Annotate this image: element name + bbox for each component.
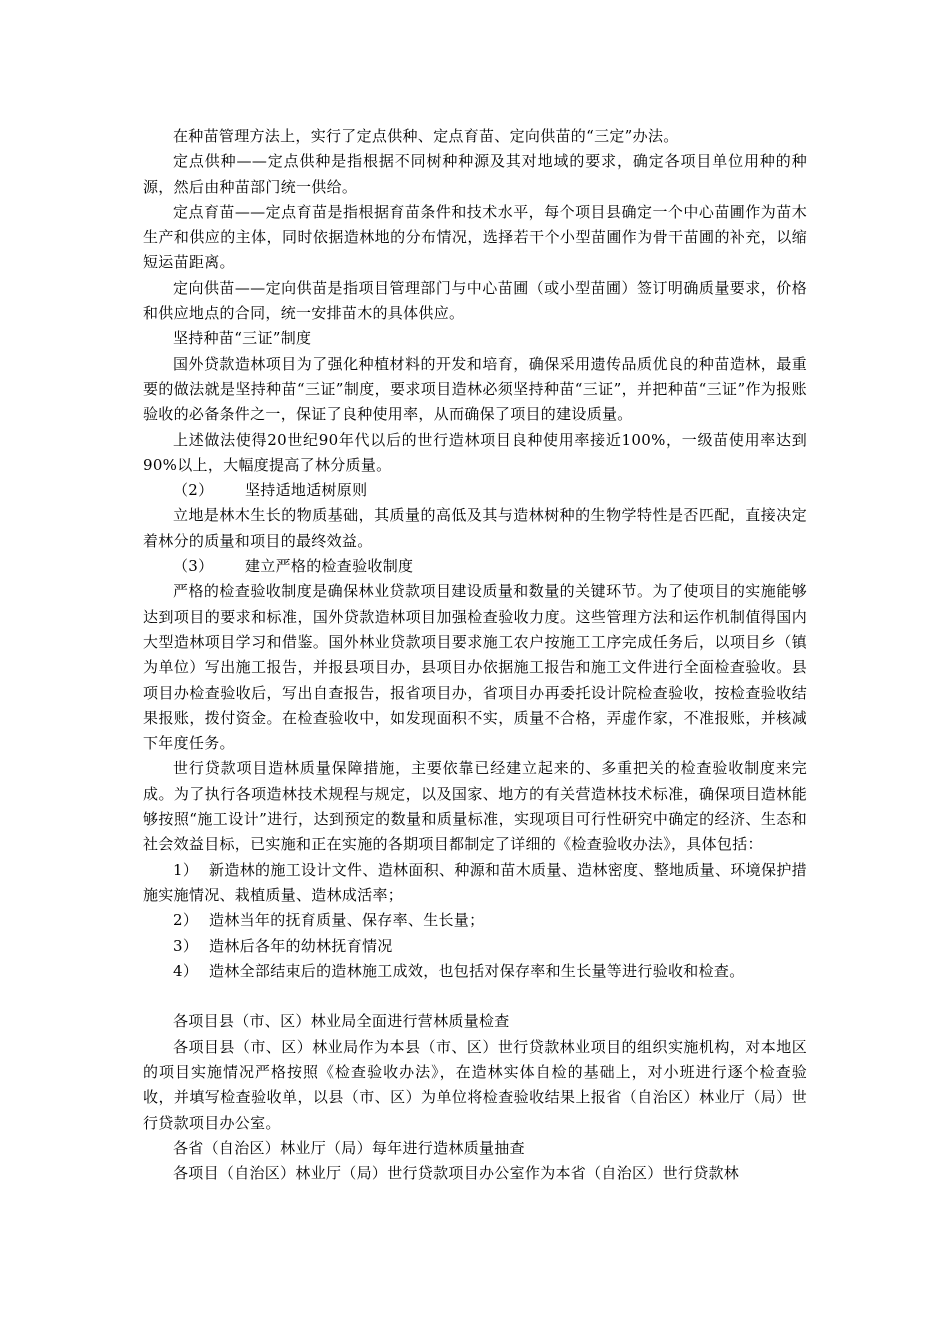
list-number: 1） bbox=[173, 860, 199, 879]
list-item bbox=[143, 908, 807, 933]
section-heading: 各项目县（市、区）林业局全面进行营林质量检查 bbox=[173, 1012, 510, 1031]
heading-number: （2） bbox=[173, 481, 214, 500]
body-paragraph: 上述做法使得20世纪90年代以后的世行造林项目良种使用率接近100%，一级苗使用率达到90%以上，大幅度提高了林分质量。 bbox=[143, 430, 807, 474]
body-paragraph: 立地是林木生长的物质基础，其质量的高低及其与造林树种的生物学特性是否匹配，直接决定着林分的质量和项目的最终效益。 bbox=[143, 506, 807, 550]
list-number: 2） bbox=[173, 911, 199, 930]
body-paragraph: 定点育苗——定点育苗是指根据育苗条件和技术水平，每个项目县确定一个中心苗圃作为苗木生产和供应的主体，同时依据造林地的分布情况，选择若干个小型苗圃作为骨干苗圃的补充，以缩短运苗距离。 bbox=[143, 202, 807, 272]
heading-text: 坚持适地适树原则 bbox=[245, 481, 368, 500]
document-body bbox=[143, 124, 807, 1186]
list-item bbox=[143, 959, 807, 984]
heading-number: （3） bbox=[173, 557, 214, 576]
list-text: 新造林的施工设计文件、造林面积、种源和苗木质量、造林密度、整地质量、环境保护措施实施情况、栽植质量、造林成活率； bbox=[143, 860, 807, 904]
list-number: 3） bbox=[173, 936, 199, 955]
body-paragraph: 定向供苗——定向供苗是指项目管理部门与中心苗圃（或小型苗圃）签订明确质量要求，价格和供应地点的合同，统一安排苗木的具体供应。 bbox=[143, 278, 807, 323]
list-text: 造林全部结束后的造林施工成效，也包括对保存率和生长量等进行验收和检查。 bbox=[209, 961, 745, 980]
numbered-heading-2 bbox=[143, 478, 807, 503]
section-heading: 各省（自治区）林业厅（局）每年进行造林质量抽查 bbox=[173, 1138, 525, 1157]
list-text: 造林当年的抚育质量、保存率、生长量； bbox=[209, 911, 485, 930]
numbered-heading-3 bbox=[143, 554, 807, 579]
blank-line bbox=[143, 984, 807, 1009]
list-item bbox=[143, 934, 807, 959]
section-heading: 坚持种苗“三证”制度 bbox=[173, 329, 312, 348]
heading-text: 建立严格的检查验收制度 bbox=[245, 557, 414, 576]
list-item bbox=[143, 858, 807, 909]
body-paragraph: 严格的检查验收制度是确保林业贷款项目建设质量和数量的关键环节。为了使项目的实施能够达到项目的要求和标准，国外贷款造林项目加强检查验收力度。这些管理方法和运作机制值得国内大型造林项目学习和借鉴。国外林业贷款项目要求施工农户按施工工序完成任务后，以项目乡（镇为单位）写出施工报告，并报县项目办，县项目办依据施工报告和施工文件进行全面检查验收。县项目办检查验收后，写出自查报告，报省项目办，省项目办再委托设计院检查验收，按检查验收结果报账，拨付资金。在检查验收中，如发现面积不实，质量不合格，弄虚作家，不准报账，并核减下年度任务。 bbox=[143, 582, 807, 753]
body-paragraph: 世行贷款项目造林质量保障措施，主要依靠已经建立起来的、多重把关的检查验收制度来完成。为了执行各项造林技术规程与规定，以及国家、地方的有关营造林技术标准，确保项目造林能够按照“施工设计”进行，达到预定的数量和质量标准，实现项目可行性研究中确定的经济、生态和社会效益目标，已实施和正在实施的各期项目都制定了详细的《检查验收办法》，具体包括： bbox=[143, 759, 807, 854]
body-paragraph: 国外贷款造林项目为了强化种植材料的开发和培育，确保采用遗传品质优良的种苗造林，最重要的做法就是坚持种苗“三证”制度，要求项目造林必须坚持种苗“三证”，并把种苗“三证”作为报账验收的必备条件之一，保证了良种使用率，从而确保了项目的建设质量。 bbox=[143, 354, 807, 424]
body-paragraph: 各项目（自治区）林业厅（局）世行贷款项目办公室作为本省（自治区）世行贷款林 bbox=[173, 1164, 740, 1183]
body-paragraph: 在种苗管理方法上，实行了定点供种、定点育苗、定向供苗的“三定”办法。 bbox=[173, 127, 679, 145]
body-paragraph: 各项目县（市、区）林业局作为本县（市、区）世行贷款林业项目的组织实施机构，对本地区的项目实施情况严格按照《检查验收办法》，在造林实体自检的基础上，对小班进行逐个检查验收，并填写检查验收单，以县（市、区）为单位将检查验收结果上报省（自治区）林业厅（局）世行贷款项目办公室。 bbox=[143, 1037, 807, 1132]
list-text: 造林后各年的幼林抚育情况 bbox=[209, 936, 393, 955]
list-number: 4） bbox=[173, 961, 199, 980]
body-paragraph: 定点供种——定点供种是指根据不同树种种源及其对地域的要求，确定各项目单位用种的种源，然后由种苗部门统一供给。 bbox=[143, 152, 807, 196]
